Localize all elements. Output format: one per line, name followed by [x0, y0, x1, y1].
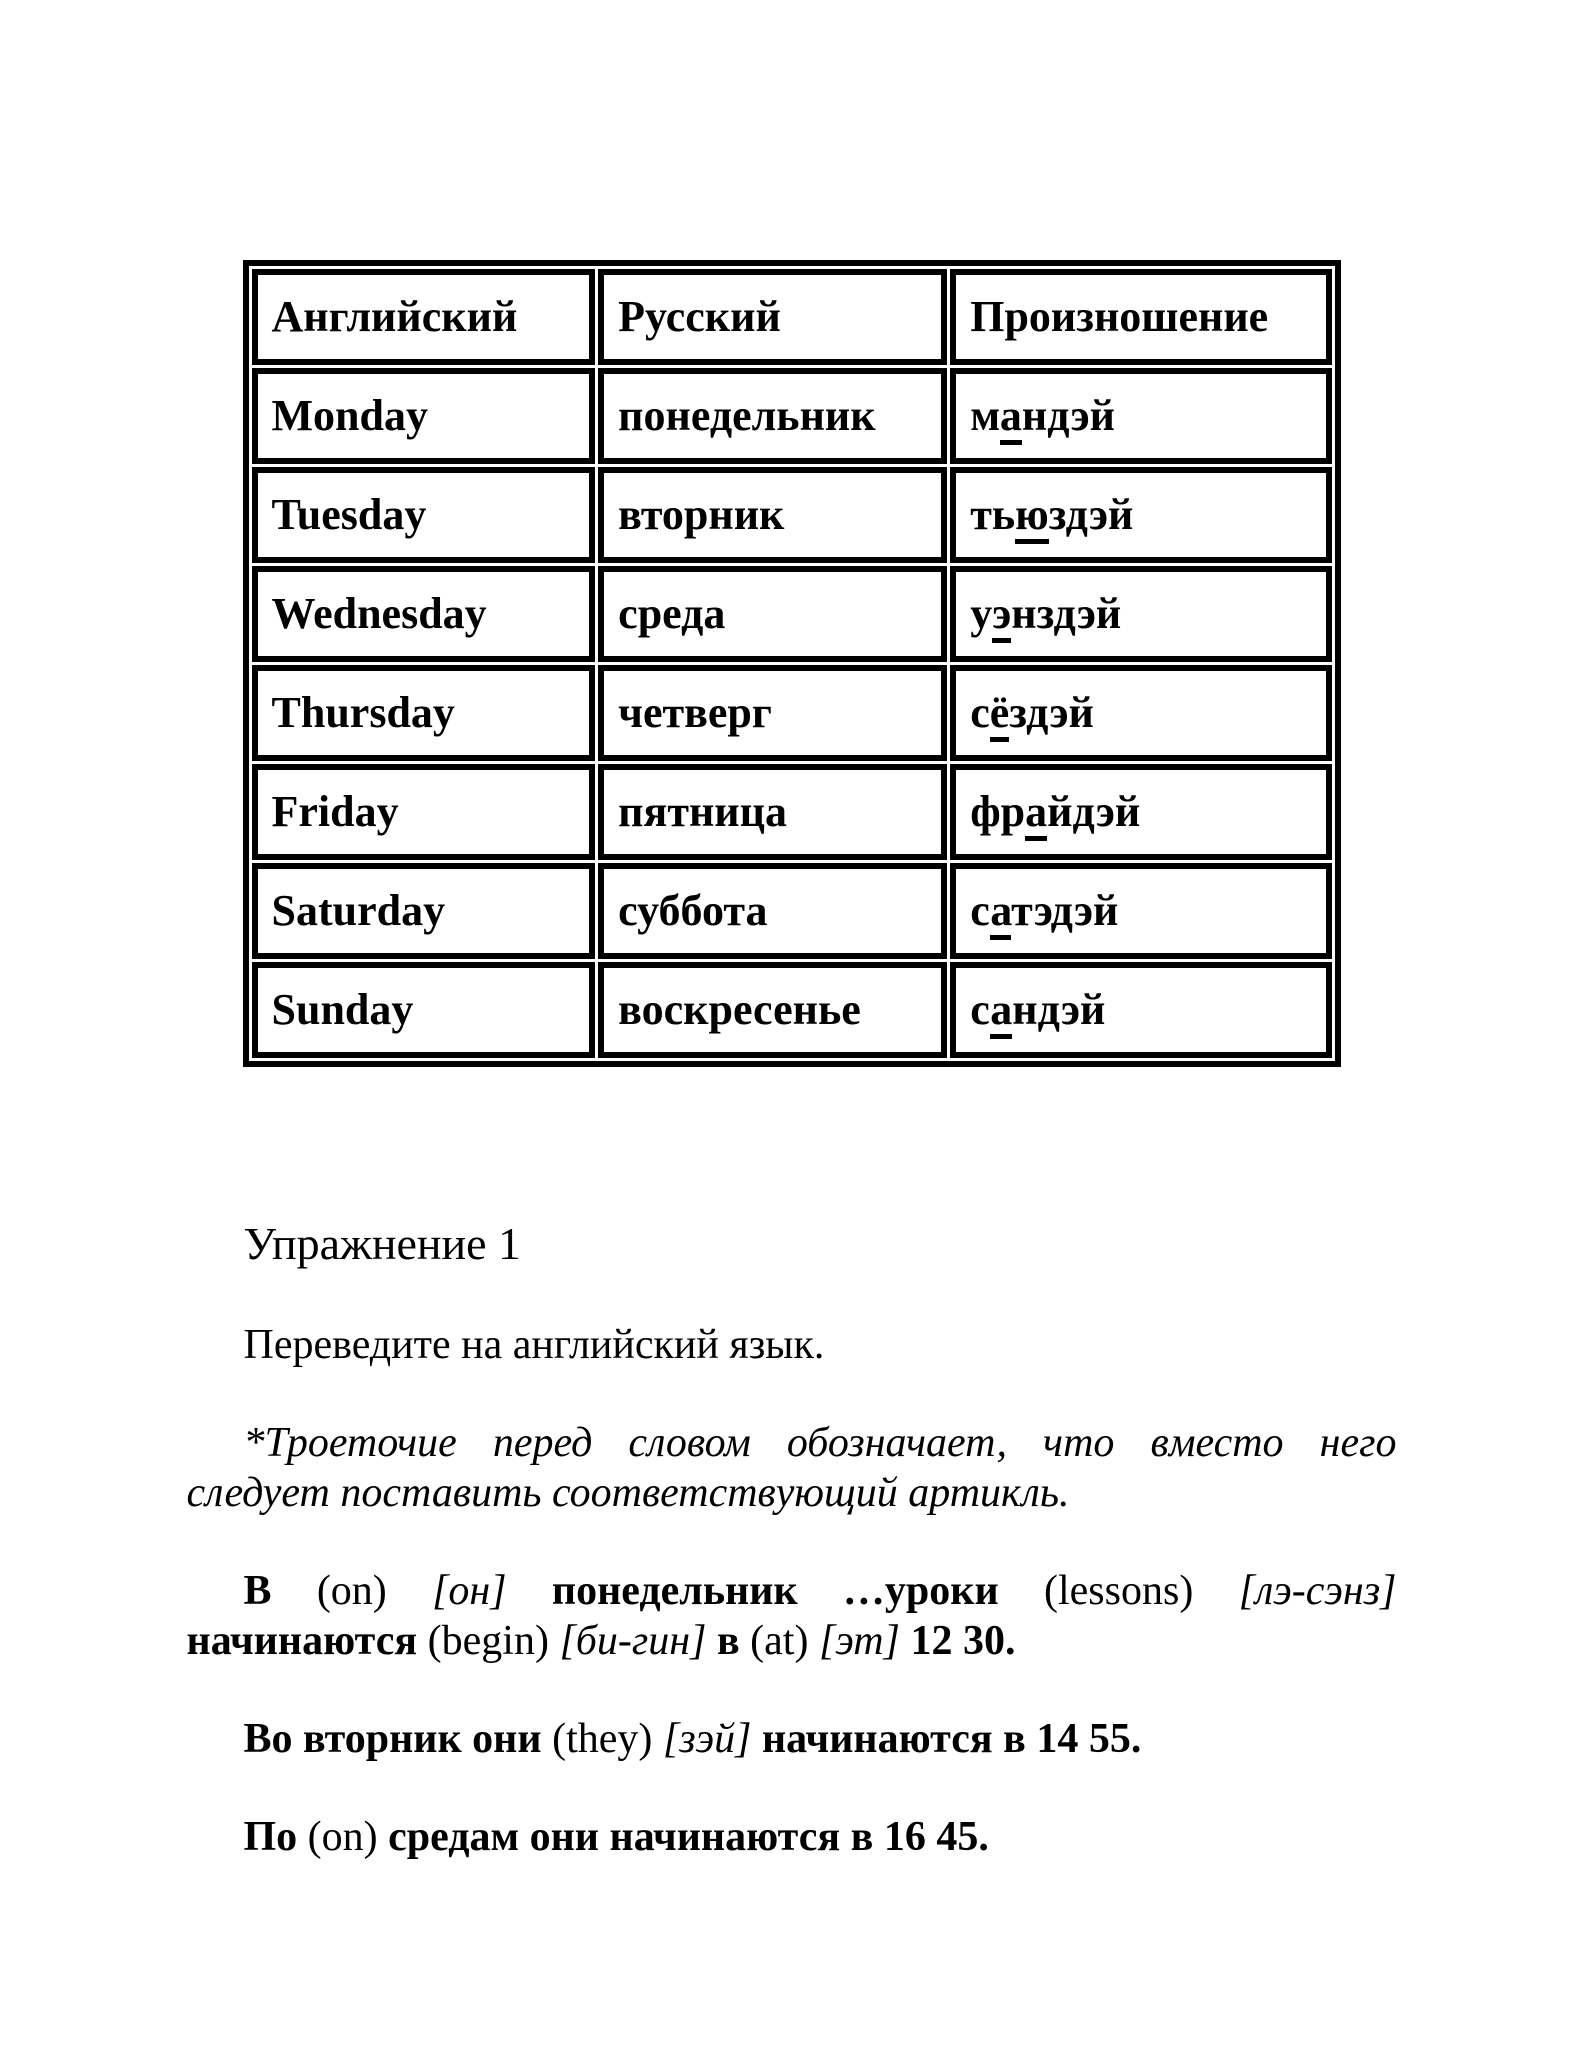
day-cell-english: Saturday	[252, 863, 596, 959]
days-table	[243, 260, 1341, 1067]
text-segment: В	[243, 1568, 317, 1614]
pron-prefix: м	[970, 390, 1000, 440]
pron-prefix: ть	[970, 489, 1016, 539]
exercise-title: Упражнение 1	[243, 1218, 522, 1269]
stressed-letter: а	[990, 886, 1011, 940]
pron-suffix: здэй	[1048, 489, 1134, 539]
pron-prefix: фр	[970, 786, 1026, 836]
text-segment: [зэй]	[662, 1716, 752, 1762]
stressed-letter: ю	[1015, 490, 1049, 544]
pron-prefix: с	[970, 885, 991, 935]
text-segment: По	[243, 1814, 308, 1860]
day-cell-pronunciation	[950, 962, 1331, 1058]
day-cell-russian: пятница	[598, 764, 947, 860]
stressed-letter: а	[990, 985, 1012, 1039]
pron-suffix: ндэй	[1012, 984, 1106, 1034]
text-segment: [он]	[432, 1568, 507, 1614]
table-row	[252, 467, 1332, 563]
table-row	[252, 962, 1332, 1058]
day-cell-pronunciation	[950, 863, 1331, 959]
text-segment: начинаются	[186, 1618, 428, 1664]
day-cell-russian: среда	[598, 566, 947, 662]
text-segment: начинаются в 14 55.	[751, 1716, 1142, 1762]
text-segment: Во вторник они	[243, 1716, 553, 1762]
table-row	[252, 566, 1332, 662]
stressed-letter: э	[992, 589, 1011, 643]
pron-suffix: ндэй	[1021, 390, 1115, 440]
exercise-sentence	[187, 1812, 1397, 1862]
header-cell-pronunciation: Произношение	[950, 269, 1331, 365]
day-cell-russian: понедельник	[598, 368, 947, 464]
header-cell-english: Английский	[252, 269, 596, 365]
exercise-note: *Троеточие перед словом обозначает, что вместо него следует поставить соответствующий артикль.	[186, 1420, 1397, 1516]
day-cell-english: Wednesday	[252, 566, 596, 662]
pron-suffix: нздэй	[1011, 588, 1122, 638]
day-cell-russian: суббота	[598, 863, 947, 959]
text-segment: (lessons)	[1043, 1568, 1239, 1614]
text-segment: 12 30.	[899, 1618, 1016, 1664]
pron-prefix: с	[970, 687, 990, 737]
exercise-sentence	[187, 1566, 1397, 1666]
table-header-row	[252, 269, 1332, 365]
day-cell-english: Friday	[252, 764, 596, 860]
day-cell-english: Tuesday	[252, 467, 596, 563]
text-segment: [эт]	[818, 1618, 900, 1664]
text-segment: (on)	[307, 1814, 389, 1860]
text-segment: (they)	[552, 1716, 663, 1762]
stressed-letter: а	[1025, 787, 1047, 841]
header-cell-russian: Русский	[598, 269, 947, 365]
table-row	[252, 368, 1332, 464]
exercise-sentence	[187, 1714, 1397, 1764]
day-cell-english: Monday	[252, 368, 596, 464]
pron-suffix: йдэй	[1047, 786, 1141, 836]
pron-prefix: у	[970, 588, 993, 638]
text-segment: [лэ-сэнз]	[1238, 1568, 1397, 1614]
day-cell-russian: вторник	[598, 467, 947, 563]
text-segment: средам они начинаются в 16 45.	[388, 1814, 989, 1860]
text-segment: (at)	[750, 1618, 819, 1664]
day-cell-pronunciation	[950, 368, 1331, 464]
day-cell-russian: воскресенье	[598, 962, 947, 1058]
day-cell-russian: четверг	[598, 665, 947, 761]
text-segment: (begin)	[427, 1618, 560, 1664]
exercise-instruction: Переведите на английский язык.	[243, 1322, 825, 1368]
day-cell-english: Sunday	[252, 962, 596, 1058]
text-segment: понедельник …уроки	[506, 1568, 1044, 1614]
text-segment: в	[706, 1618, 751, 1664]
stressed-letter: ё	[990, 688, 1010, 742]
table-row	[252, 764, 1332, 860]
table-row	[252, 863, 1332, 959]
day-cell-pronunciation	[950, 764, 1331, 860]
day-cell-pronunciation	[950, 467, 1331, 563]
text-segment: (on)	[316, 1568, 433, 1614]
pron-suffix: здэй	[1009, 687, 1094, 737]
text-segment: [би-гин]	[559, 1618, 707, 1664]
table-row	[252, 665, 1332, 761]
day-cell-english: Thursday	[252, 665, 596, 761]
stressed-letter: а	[1000, 391, 1022, 445]
exercise-section	[187, 1214, 1397, 1862]
day-cell-pronunciation	[950, 665, 1331, 761]
pron-prefix: с	[970, 984, 991, 1034]
pron-suffix: тэдэй	[1011, 885, 1119, 935]
day-cell-pronunciation	[950, 566, 1331, 662]
